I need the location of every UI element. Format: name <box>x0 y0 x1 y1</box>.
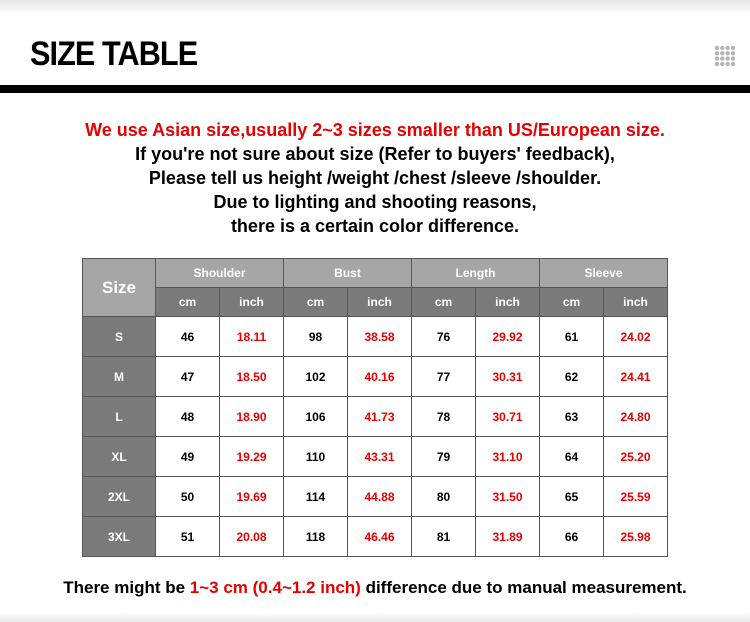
inch-value: 31.89 <box>476 517 540 557</box>
footer-note <box>0 578 750 598</box>
inch-value: 38.58 <box>348 317 412 357</box>
cm-value: 62 <box>540 357 604 397</box>
size-header: Size <box>83 259 156 317</box>
size-label: 2XL <box>83 477 156 517</box>
cm-value: 106 <box>284 397 348 437</box>
inch-value: 19.69 <box>220 477 284 517</box>
cm-value: 80 <box>412 477 476 517</box>
cm-value: 77 <box>412 357 476 397</box>
size-label: 3XL <box>83 517 156 557</box>
footer-text-before: There might be <box>63 578 190 597</box>
inch-value: 25.20 <box>604 437 668 477</box>
note-feedback: If you're not sure about size (Refer to buyers' feedback), <box>135 144 615 164</box>
size-label: S <box>83 317 156 357</box>
size-table <box>82 258 668 557</box>
inch-value: 31.50 <box>476 477 540 517</box>
inch-value: 18.90 <box>220 397 284 437</box>
cm-value: 79 <box>412 437 476 477</box>
inch-value: 41.73 <box>348 397 412 437</box>
table-row <box>83 317 668 357</box>
cm-value: 81 <box>412 517 476 557</box>
header-divider <box>0 85 750 93</box>
bottom-strip <box>0 612 750 622</box>
cm-value: 98 <box>284 317 348 357</box>
inch-value: 24.02 <box>604 317 668 357</box>
table-row <box>83 517 668 557</box>
note-color-difference: there is a certain color difference. <box>230 216 520 236</box>
grid-dots-icon[interactable] <box>713 44 737 68</box>
inch-value: 18.50 <box>220 357 284 397</box>
inch-value: 46.46 <box>348 517 412 557</box>
top-shadow <box>0 0 750 14</box>
cm-value: 110 <box>284 437 348 477</box>
inch-value: 19.29 <box>220 437 284 477</box>
cm-value: 51 <box>156 517 220 557</box>
group-header-length: Length <box>412 259 540 288</box>
inch-value: 25.59 <box>604 477 668 517</box>
inch-value: 43.31 <box>348 437 412 477</box>
footer-text-after: difference due to manual measurement. <box>360 578 687 597</box>
group-header-bust: Bust <box>284 259 412 288</box>
size-label: M <box>83 357 156 397</box>
inch-value: 24.80 <box>604 397 668 437</box>
cm-value: 49 <box>156 437 220 477</box>
cm-value: 114 <box>284 477 348 517</box>
unit-header-cm: cm <box>156 288 220 317</box>
header <box>0 14 750 88</box>
note-asian-size: We use Asian size,usually 2~3 sizes smaller than US/European size. <box>85 120 665 140</box>
unit-header-inch: inch <box>348 288 412 317</box>
note-lighting: Due to lighting and shooting reasons, <box>213 192 537 212</box>
group-header-sleeve: Sleeve <box>540 259 668 288</box>
inch-value: 30.31 <box>476 357 540 397</box>
inch-value: 29.92 <box>476 317 540 357</box>
inch-value: 25.98 <box>604 517 668 557</box>
inch-value: 44.88 <box>348 477 412 517</box>
size-label: L <box>83 397 156 437</box>
table-row <box>83 357 668 397</box>
unit-header-inch: inch <box>604 288 668 317</box>
cm-value: 47 <box>156 357 220 397</box>
cm-value: 48 <box>156 397 220 437</box>
cm-value: 65 <box>540 477 604 517</box>
unit-header-cm: cm <box>540 288 604 317</box>
inch-value: 31.10 <box>476 437 540 477</box>
page-title: SIZE TABLE <box>30 35 198 73</box>
unit-header-inch: inch <box>220 288 284 317</box>
unit-header-inch: inch <box>476 288 540 317</box>
cm-value: 102 <box>284 357 348 397</box>
inch-value: 30.71 <box>476 397 540 437</box>
cm-value: 50 <box>156 477 220 517</box>
size-notes <box>0 118 750 238</box>
footer-highlight: 1~3 cm (0.4~1.2 inch) <box>189 578 361 597</box>
cm-value: 64 <box>540 437 604 477</box>
unit-header-cm: cm <box>412 288 476 317</box>
cm-value: 76 <box>412 317 476 357</box>
unit-header-cm: cm <box>284 288 348 317</box>
cm-value: 46 <box>156 317 220 357</box>
cm-value: 66 <box>540 517 604 557</box>
inch-value: 18.11 <box>220 317 284 357</box>
cm-value: 118 <box>284 517 348 557</box>
size-label: XL <box>83 437 156 477</box>
table-row <box>83 437 668 477</box>
inch-value: 40.16 <box>348 357 412 397</box>
inch-value: 20.08 <box>220 517 284 557</box>
group-header-shoulder: Shoulder <box>156 259 284 288</box>
cm-value: 78 <box>412 397 476 437</box>
table-row <box>83 397 668 437</box>
size-table-body <box>83 317 668 557</box>
cm-value: 63 <box>540 397 604 437</box>
inch-value: 24.41 <box>604 357 668 397</box>
cm-value: 61 <box>540 317 604 357</box>
note-measurements: Please tell us height /weight /chest /sleeve /shoulder. <box>148 168 602 188</box>
table-row <box>83 477 668 517</box>
